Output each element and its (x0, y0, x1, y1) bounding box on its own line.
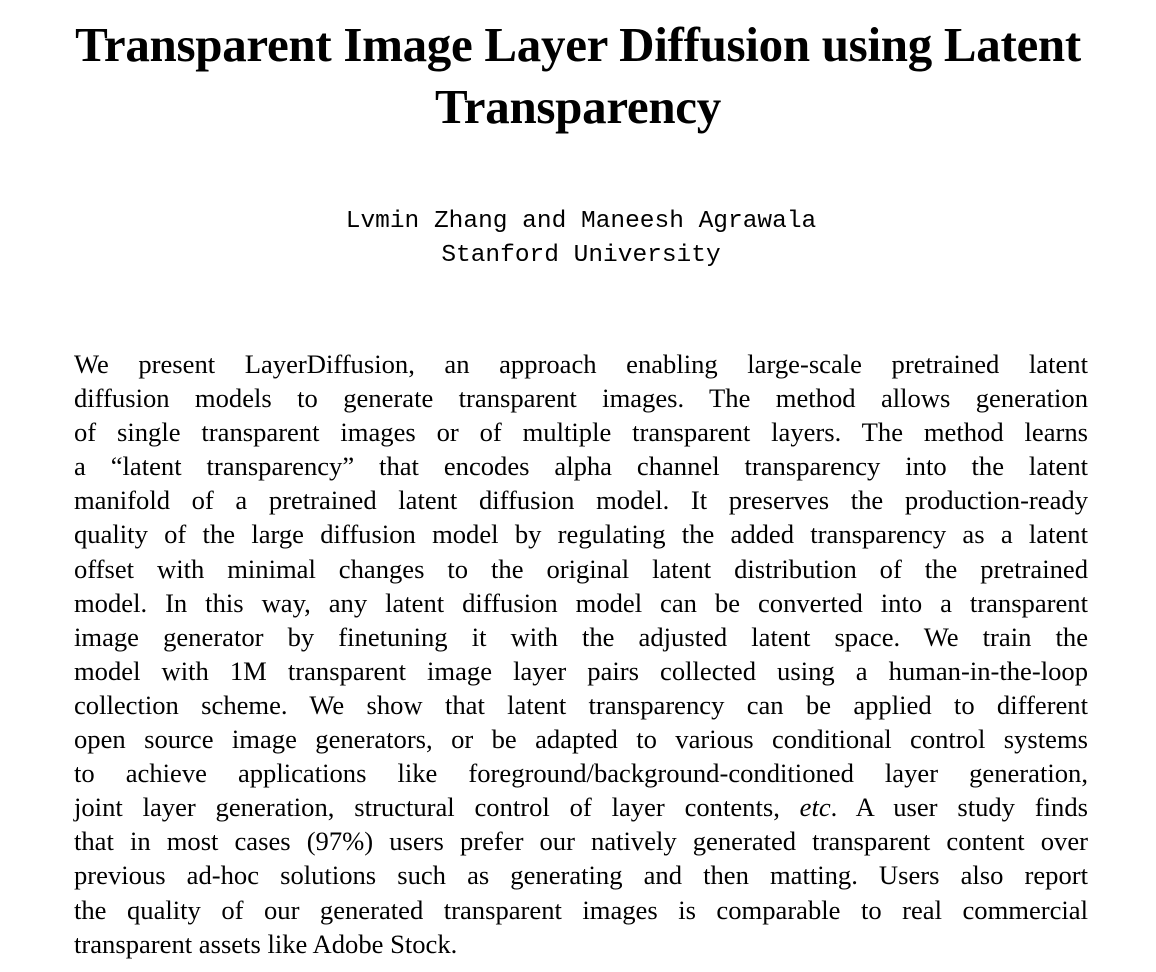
abstract-line: collection scheme. We show that latent transparency can be applied to different (74, 689, 1088, 720)
abstract-line: that in most cases (97%) users prefer our natively generated transparent content over (74, 826, 1088, 857)
abstract-line: diffusion models to generate transparent images. The method allows generation (74, 383, 1088, 414)
abstract-line: model. In this way, any latent diffusion model can be converted into a transparent (74, 587, 1088, 618)
author-block (0, 205, 1156, 273)
abstract-line: joint layer generation, structural control of layer contents, etc. A user study finds (74, 792, 1088, 823)
abstract-line: offset with minimal changes to the original latent distribution of the pretrained (74, 553, 1088, 584)
affiliation: Stanford University (441, 242, 721, 269)
abstract-line: open source image generators, or be adapted to various conditional control systems (74, 724, 1088, 755)
abstract-line: quality of the large diffusion model by regulating the added transparency as a latent (74, 519, 1088, 550)
abstract-line: a “latent transparency” that encodes alpha channel transparency into the latent (74, 451, 1088, 482)
abstract (74, 347, 1088, 961)
abstract-line: model with 1M transparent image layer pairs collected using a human-in-the-loop (74, 655, 1088, 686)
abstract-line: previous ad-hoc solutions such as generating and then matting. Users also report (74, 860, 1088, 891)
abstract-line: manifold of a pretrained latent diffusion model. It preserves the production-ready (74, 485, 1088, 516)
abstract-emphasis: etc (799, 792, 831, 823)
paper-title (10, 14, 1146, 138)
abstract-line: the quality of our generated transparent images is comparable to real commercial (74, 894, 1088, 925)
author-names: Lvmin Zhang and Maneesh Agrawala (345, 208, 817, 235)
abstract-line: image generator by finetuning it with the adjusted latent space. We train the (74, 621, 1088, 652)
abstract-line: transparent assets like Adobe Stock. (74, 928, 458, 959)
abstract-line: of single transparent images or of multiple transparent layers. The method learns (74, 417, 1088, 448)
abstract-line: We present LayerDiffusion, an approach enabling large-scale pretrained latent (74, 349, 1088, 379)
abstract-line: to achieve applications like foreground/background-conditioned layer generation, (74, 758, 1088, 789)
paper-title-line: Transparent Image Layer Diffusion using Latent (75, 17, 1081, 72)
paper-title-line: Transparency (435, 79, 721, 134)
